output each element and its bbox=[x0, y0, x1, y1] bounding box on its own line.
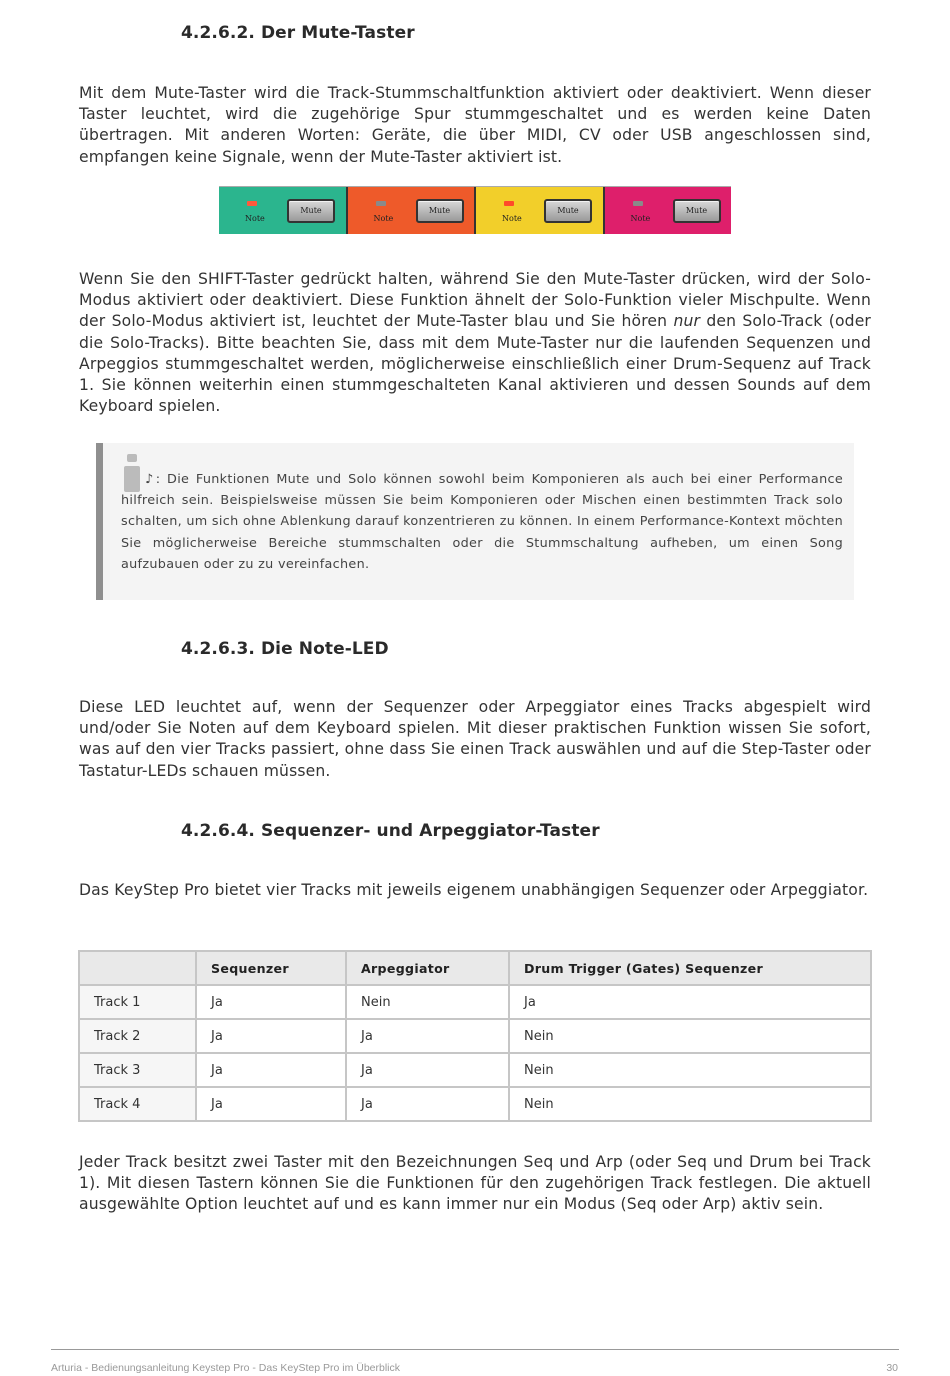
table-cell: Ja bbox=[346, 1019, 509, 1053]
paragraph-mute-intro: Mit dem Mute-Taster wird die Track-Stummschaltfunktion aktiviert oder deaktiviert. Wenn dieser Taster leuchtet, wird die zugehörige Spur stummgeschaltet und es werden keine Daten übertragen. Mit anderen Worten: Geräte, die über MIDI, CV oder USB angeschlossen sind, empfangen keine Signale, wenn der Mute-Taster aktiviert ist. bbox=[79, 84, 871, 166]
table-header-cell: Drum Trigger (Gates) Sequenzer bbox=[509, 951, 871, 985]
track-segment bbox=[605, 187, 732, 234]
table-cell: Track 4 bbox=[79, 1087, 196, 1121]
table-cell: Ja bbox=[196, 985, 346, 1019]
heading-seq-arp: 4.2.6.4. Sequenzer- und Arpeggiator-Taster bbox=[181, 821, 600, 841]
table-cell: Nein bbox=[509, 1053, 871, 1087]
note-label: Note bbox=[502, 214, 522, 223]
track-mode-table bbox=[78, 950, 872, 1122]
footer-divider bbox=[51, 1349, 899, 1350]
table-cell: Nein bbox=[509, 1087, 871, 1121]
table-cell: Nein bbox=[509, 1019, 871, 1053]
table-row bbox=[79, 985, 871, 1019]
paragraph-seq-arp-intro: Das KeyStep Pro bietet vier Tracks mit jeweils eigenem unabhängigen Sequenzer oder Arpeggiator. bbox=[79, 881, 869, 899]
solo-text-a: Wenn Sie den SHIFT-Taster gedrückt halten, während Sie den Mute-Taster drücken, wird der Solo-Modus aktiviert oder deaktiviert. Diese Funktion ähnelt der Solo-Funktion vieler Mischpulte. Wenn der Solo-Modus aktiviert ist, leuchtet der Mute-Taster blau und Sie hören bbox=[79, 270, 871, 331]
note-label: Note bbox=[245, 214, 265, 223]
note-box bbox=[96, 443, 854, 600]
page-number: 30 bbox=[886, 1362, 898, 1374]
table-row bbox=[79, 1053, 871, 1087]
note-led bbox=[504, 201, 514, 206]
table-header-cell: Arpeggiator bbox=[346, 951, 509, 985]
table-cell: Ja bbox=[196, 1053, 346, 1087]
table-cell: Track 2 bbox=[79, 1019, 196, 1053]
table-row bbox=[79, 1019, 871, 1053]
note-led bbox=[633, 201, 643, 206]
table-cell: Ja bbox=[346, 1053, 509, 1087]
note-led bbox=[376, 201, 386, 206]
paragraph-seq-arp-buttons: Jeder Track besitzt zwei Taster mit den Bezeichnungen Seq und Arp (oder Seq und Drum bei Track 1). Mit diesen Tastern können Sie die Funktionen für den zugehörigen Track festlegen. Die aktuell ausgewählte Option leuchtet auf und es kann immer nur ein Modus (Seq oder Arp) aktiv sein. bbox=[79, 1153, 871, 1214]
table-cell: Ja bbox=[509, 985, 871, 1019]
track-segment bbox=[476, 187, 605, 234]
mute-button: Mute bbox=[287, 199, 335, 223]
table-header-cell: Sequenzer bbox=[196, 951, 346, 985]
table-cell: Nein bbox=[346, 985, 509, 1019]
track-segment bbox=[219, 187, 348, 234]
mute-button: Mute bbox=[673, 199, 721, 223]
solo-text-emphasis: nur bbox=[673, 312, 701, 331]
solo-text-b: den Solo-Track (oder die Solo-Tracks). Bitte beachten Sie, dass mit dem Mute-Taster nur die laufenden Sequenzen und Arpeggios stummgeschaltet werden, möglicherweise einschließlich einer Drum-Sequenz auf Track 1. Sie können weiterhin einen stummgeschalteten Kanal aktivieren und dessen Sounds auf dem Keyboard spielen. bbox=[79, 312, 871, 416]
table-cell: Ja bbox=[196, 1019, 346, 1053]
track-segment bbox=[348, 187, 477, 234]
table-header-row bbox=[79, 951, 871, 985]
table-cell: Ja bbox=[346, 1087, 509, 1121]
paragraph-solo-mode bbox=[79, 269, 871, 417]
note-led bbox=[247, 201, 257, 206]
note-label: Note bbox=[630, 214, 651, 223]
mute-button: Mute bbox=[416, 199, 464, 223]
heading-mute-taster: 4.2.6.2. Der Mute-Taster bbox=[181, 23, 415, 43]
table-cell: Track 3 bbox=[79, 1053, 196, 1087]
table-cell: Ja bbox=[196, 1087, 346, 1121]
table-row bbox=[79, 1087, 871, 1121]
note-text: ♪: Die Funktionen Mute und Solo können sowohl beim Komponieren als auch bei einer Performance hilfreich sein. Beispielsweise müssen Sie beim Komponieren oder Mischen einen bestimmten Track solo schalten, um sich ohne Ablenkung darauf konzentrieren zu können. In einem Performance-Kontext möchten Sie möglicherweise Bereiche stummschalten oder die Stummschaltung aufheben, um einen Song aufzubauen oder zu zu vereinfachen. bbox=[121, 472, 843, 572]
footer-title: Arturia - Bedienungsanleitung Keystep Pro - Das KeyStep Pro im Überblick bbox=[51, 1362, 401, 1374]
track-strip-image bbox=[219, 186, 731, 234]
table-header-cell bbox=[79, 951, 196, 985]
table-cell: Track 1 bbox=[79, 985, 196, 1019]
mute-button: Mute bbox=[544, 199, 592, 223]
note-label: Note bbox=[373, 214, 394, 223]
heading-note-led: 4.2.6.3. Die Note-LED bbox=[181, 639, 389, 659]
paragraph-note-led: Diese LED leuchtet auf, wenn der Sequenzer oder Arpeggiator eines Tracks abgespielt wird und/oder Sie Noten auf dem Keyboard spielen. Mit dieser praktischen Funktion wissen Sie sofort, was auf den vier Tracks passiert, ohne dass Sie einen Track auswählen und auf die Step-Taster oder Tastatur-LEDs schauen müssen. bbox=[79, 698, 871, 780]
